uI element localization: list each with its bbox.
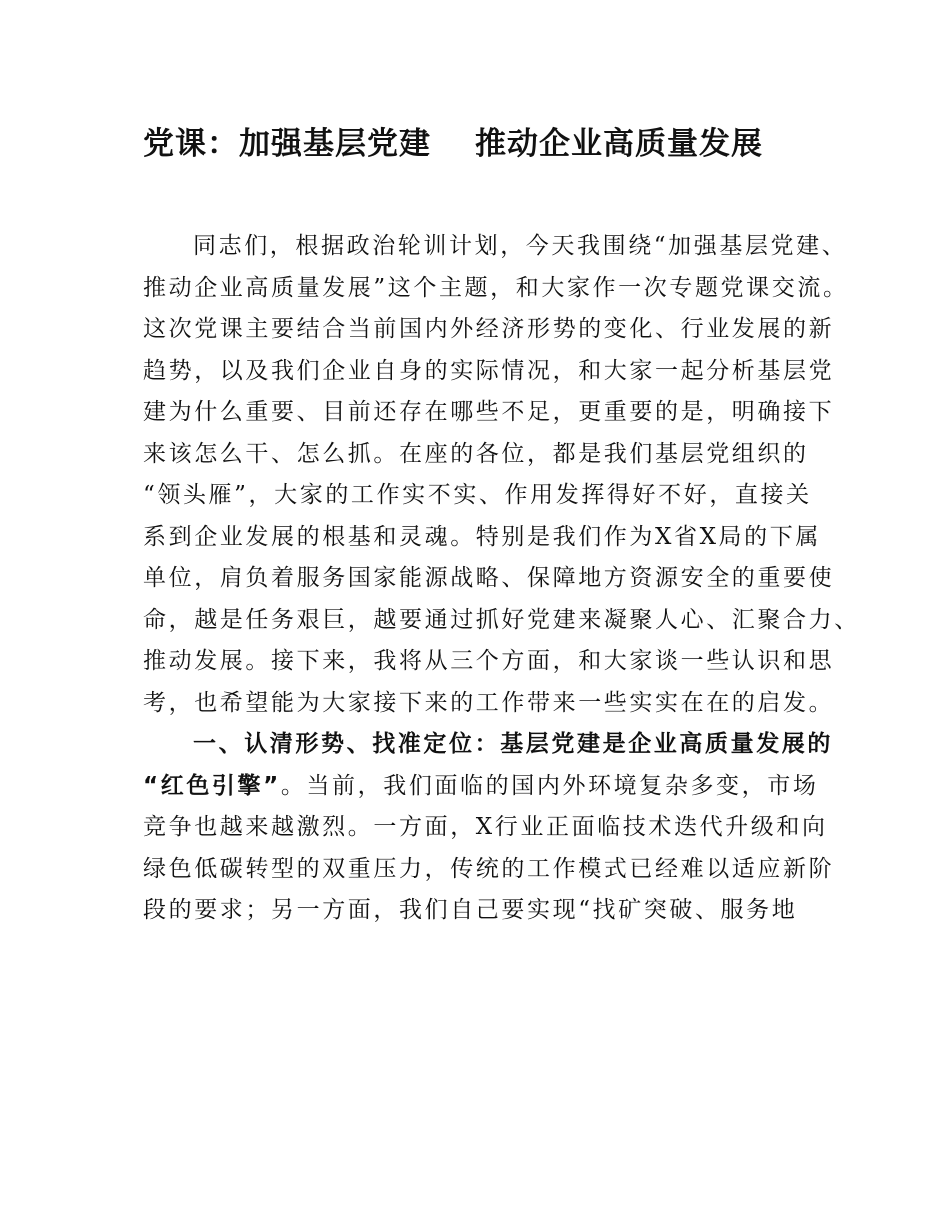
text-line: 段的要求；另一方面，我们自己要实现“找矿突破、服务地 bbox=[143, 897, 798, 923]
section-heading-end: “红色引擎” bbox=[143, 772, 281, 799]
text-line: 同志们，根据政治轮训计划，今天我围绕“加强基层党建、 bbox=[193, 233, 848, 259]
section-heading: 一、认清形势、找准定位：基层党建是企业高质量发展的 bbox=[193, 731, 833, 757]
text-line: “领头雁”，大家的工作实不实、作用发挥得好不好，直接关 bbox=[143, 482, 812, 508]
text-line: 单位，肩负着服务国家能源战略、保障地方资源安全的重要使 bbox=[143, 565, 835, 591]
text-line: 考，也希望能为大家接下来的工作带来一些实实在在的启发。 bbox=[143, 689, 835, 716]
text-line bbox=[143, 766, 823, 808]
intro-paragraph bbox=[143, 226, 860, 724]
text-line: 绿色低碳转型的双重压力，传统的工作模式已经难以适应新阶 bbox=[143, 855, 835, 882]
document-title bbox=[143, 118, 823, 163]
text-line: 系到企业发展的根基和灵魂。特别是我们作为X省X局的下属 bbox=[143, 523, 821, 550]
text-line: 命，越是任务艰巨，越要通过抓好党建来凝聚人心、汇聚合力、 bbox=[143, 606, 860, 633]
text-line: 竞争也越来越激烈。一方面，X行业正面临技术迭代升级和向 bbox=[143, 814, 828, 840]
text-line: 这次党课主要结合当前国内外经济形势的变化、行业发展的新 bbox=[143, 316, 835, 342]
text-line: 推动企业高质量发展”这个主题，和大家作一次专题党课交流。 bbox=[143, 274, 849, 301]
title-part-1: 党课：加强基层党建 bbox=[143, 126, 431, 162]
text-span: 。当前，我们面临的国内外环境复杂多变，市场 bbox=[280, 772, 819, 799]
text-line: 来该怎么干、怎么抓。在座的各位，都是我们基层党组织的 bbox=[143, 440, 809, 467]
section-1-paragraph bbox=[143, 724, 835, 932]
document-body bbox=[143, 226, 860, 932]
text-line: 推动发展。接下来，我将从三个方面，和大家谈一些认识和思 bbox=[143, 648, 835, 674]
text-line: 建为什么重要、目前还存在哪些不足，更重要的是，明确接下 bbox=[143, 399, 835, 425]
text-line: 趋势，以及我们企业自身的实际情况，和大家一起分析基层党 bbox=[143, 357, 835, 384]
title-part-2: 推动企业高质量发展 bbox=[475, 126, 763, 162]
